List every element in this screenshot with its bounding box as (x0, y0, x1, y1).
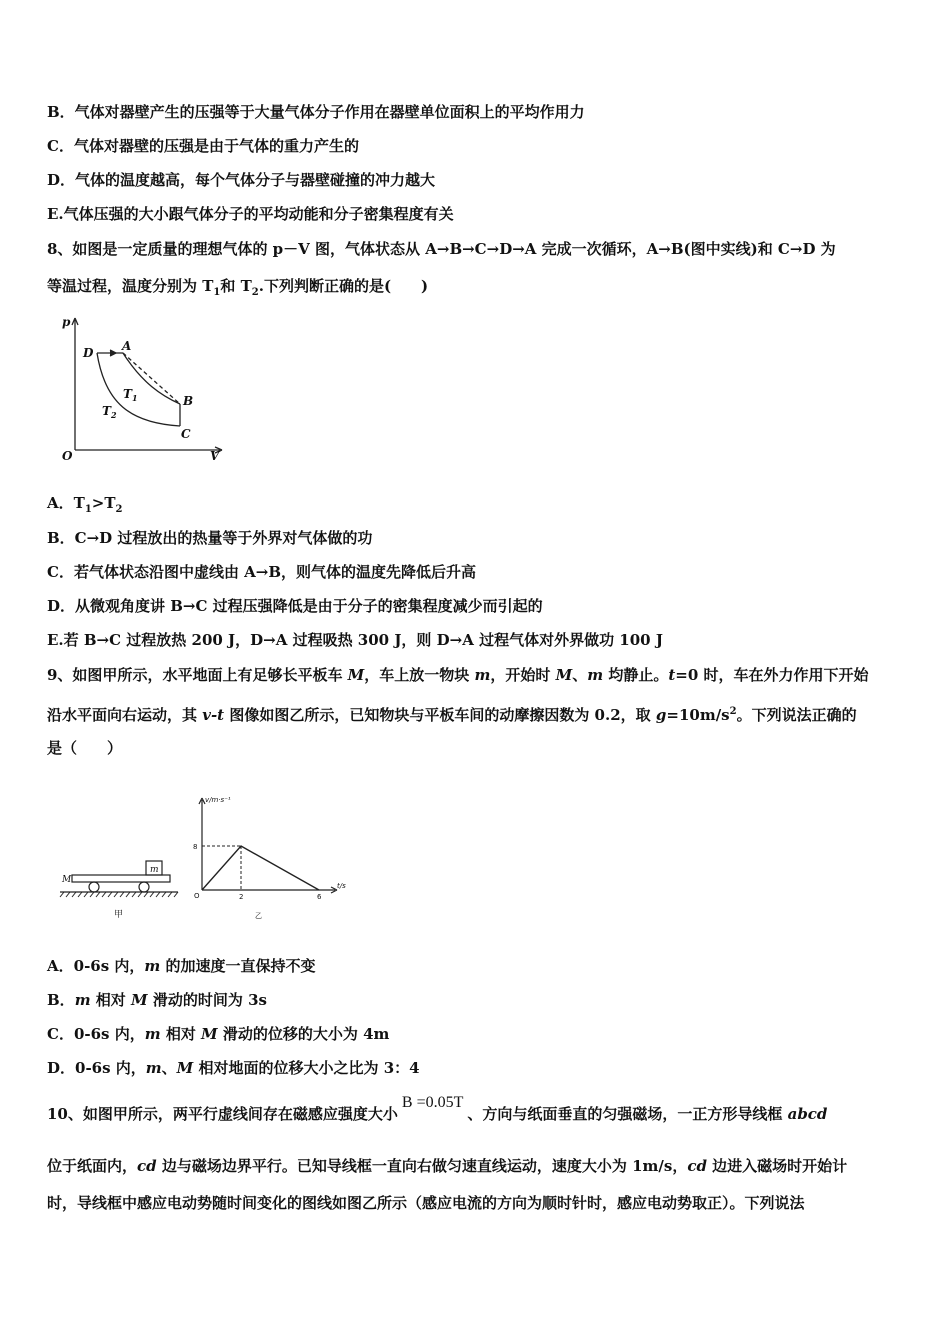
q10-stem-line1: 10、如图甲所示，两平行虚线间存在磁感应强度大小B =0.05T、方向与纸面垂直的匀强磁场，一正方形导线框 abcd (47, 1094, 828, 1123)
q9-option-d: D．0-6s 内，m、M 相对地面的位移大小之比为 3：4 (47, 1059, 420, 1077)
q7-option-b: B．气体对器壁产生的压强等于大量气体分子作用在器壁单位面积上的平均作用力 (47, 103, 585, 121)
q8-option-e: E.若 B→C 过程放热 200 J，D→A 过程吸热 300 J，则 D→A 过程气体对外界做功 100 J (47, 631, 663, 649)
q8-stem-line2: 等温过程，温度分别为 $T_1$和 $T_2$.下列判断正确的是( ) (47, 277, 429, 298)
y-axis-label: v/m·s⁻¹ (205, 796, 231, 804)
q9-stem-line2: 沿水平面向右运动，其 v-t 图像如图乙所示，已知物块与平板车间的动摩擦因数为 0.2，取 $g=10m/s^2$。下列说法正确的 (47, 706, 857, 724)
label-b: B (183, 394, 194, 408)
label-c: C (181, 427, 191, 441)
tick-label-2: 2 (239, 893, 244, 901)
q9-option-a: A．0-6s 内，m 的加速度一直保持不变 (47, 957, 316, 975)
q7-option-e: E.气体压强的大小跟气体分子的平均动能和分子密集程度有关 (47, 205, 454, 223)
q10-stem-line2: 位于纸面内，cd 边与磁场边界平行。已知导线框一直向右做匀速直线运动，速度大小为 1m/s，cd 边进入磁场时开始计 (47, 1157, 848, 1175)
pv-diagram (50, 308, 250, 463)
caption-jia: 甲 (114, 910, 124, 920)
block-label: m (150, 865, 159, 875)
p-label: p (62, 315, 71, 329)
label-t2: $T_2$ (102, 404, 117, 420)
q7-option-d: D．气体的温度越高，每个气体分子与器壁碰撞的冲力越大 (47, 171, 436, 189)
wheel-right (139, 882, 149, 892)
cart-label: M (62, 875, 72, 885)
caption-yi: 乙 (255, 912, 262, 920)
q9-stem-line1: 9、如图甲所示，水平地面上有足够长平板车 M，车上放一物块 m，开始时 M、m 均静止。t=0 时，车在外力作用下开始 (47, 666, 869, 684)
x-axis-label: t/s (337, 882, 346, 890)
q8-option-a: A．$T_1>T_2$ (47, 494, 123, 515)
label-d: D (83, 346, 94, 360)
figure-vt-graph (185, 790, 355, 925)
origin-label: O (194, 892, 200, 900)
q7-option-c: C．气体对器壁的压强是由于气体的重力产生的 (47, 137, 359, 155)
cart-board (72, 875, 170, 882)
tick-label-6: 6 (317, 893, 322, 901)
v-label: V (210, 449, 220, 463)
tick-label-8: 8 (193, 843, 198, 851)
velocity-line (202, 846, 319, 890)
label-a: A (122, 339, 132, 353)
q9-option-b: B．m 相对 M 滑动的时间为 3s (47, 991, 267, 1009)
figure-cart (58, 855, 183, 925)
q9-stem-line3: 是（ ） (47, 739, 123, 757)
q8-stem-line1: 8、如图是一定质量的理想气体的 p－V 图，气体状态从 A→B→C→D→A 完成一次循环，A→B(图中实线)和 C→D 为 (47, 240, 836, 258)
origin-label: O (62, 449, 73, 463)
wheel-left (89, 882, 99, 892)
q8-option-d: D．从微观角度讲 B→C 过程压强降低是由于分子的密集程度减少而引起的 (47, 597, 543, 615)
q10-stem-line3: 时，导线框中感应电动势随时间变化的图线如图乙所示（感应电流的方向为顺时针时，感应电动势取正）。下列说法 (47, 1194, 805, 1212)
q8-option-c: C．若气体状态沿图中虚线由 A→B，则气体的温度先降低后升高 (47, 563, 477, 581)
q8-option-b: B．C→D 过程放出的热量等于外界对气体做的功 (47, 529, 373, 547)
q9-option-c: C．0-6s 内，m 相对 M 滑动的位移的大小为 4m (47, 1025, 390, 1043)
label-t1: $T_1$ (123, 387, 138, 403)
formula-b: B =0.05T (401, 1094, 464, 1111)
